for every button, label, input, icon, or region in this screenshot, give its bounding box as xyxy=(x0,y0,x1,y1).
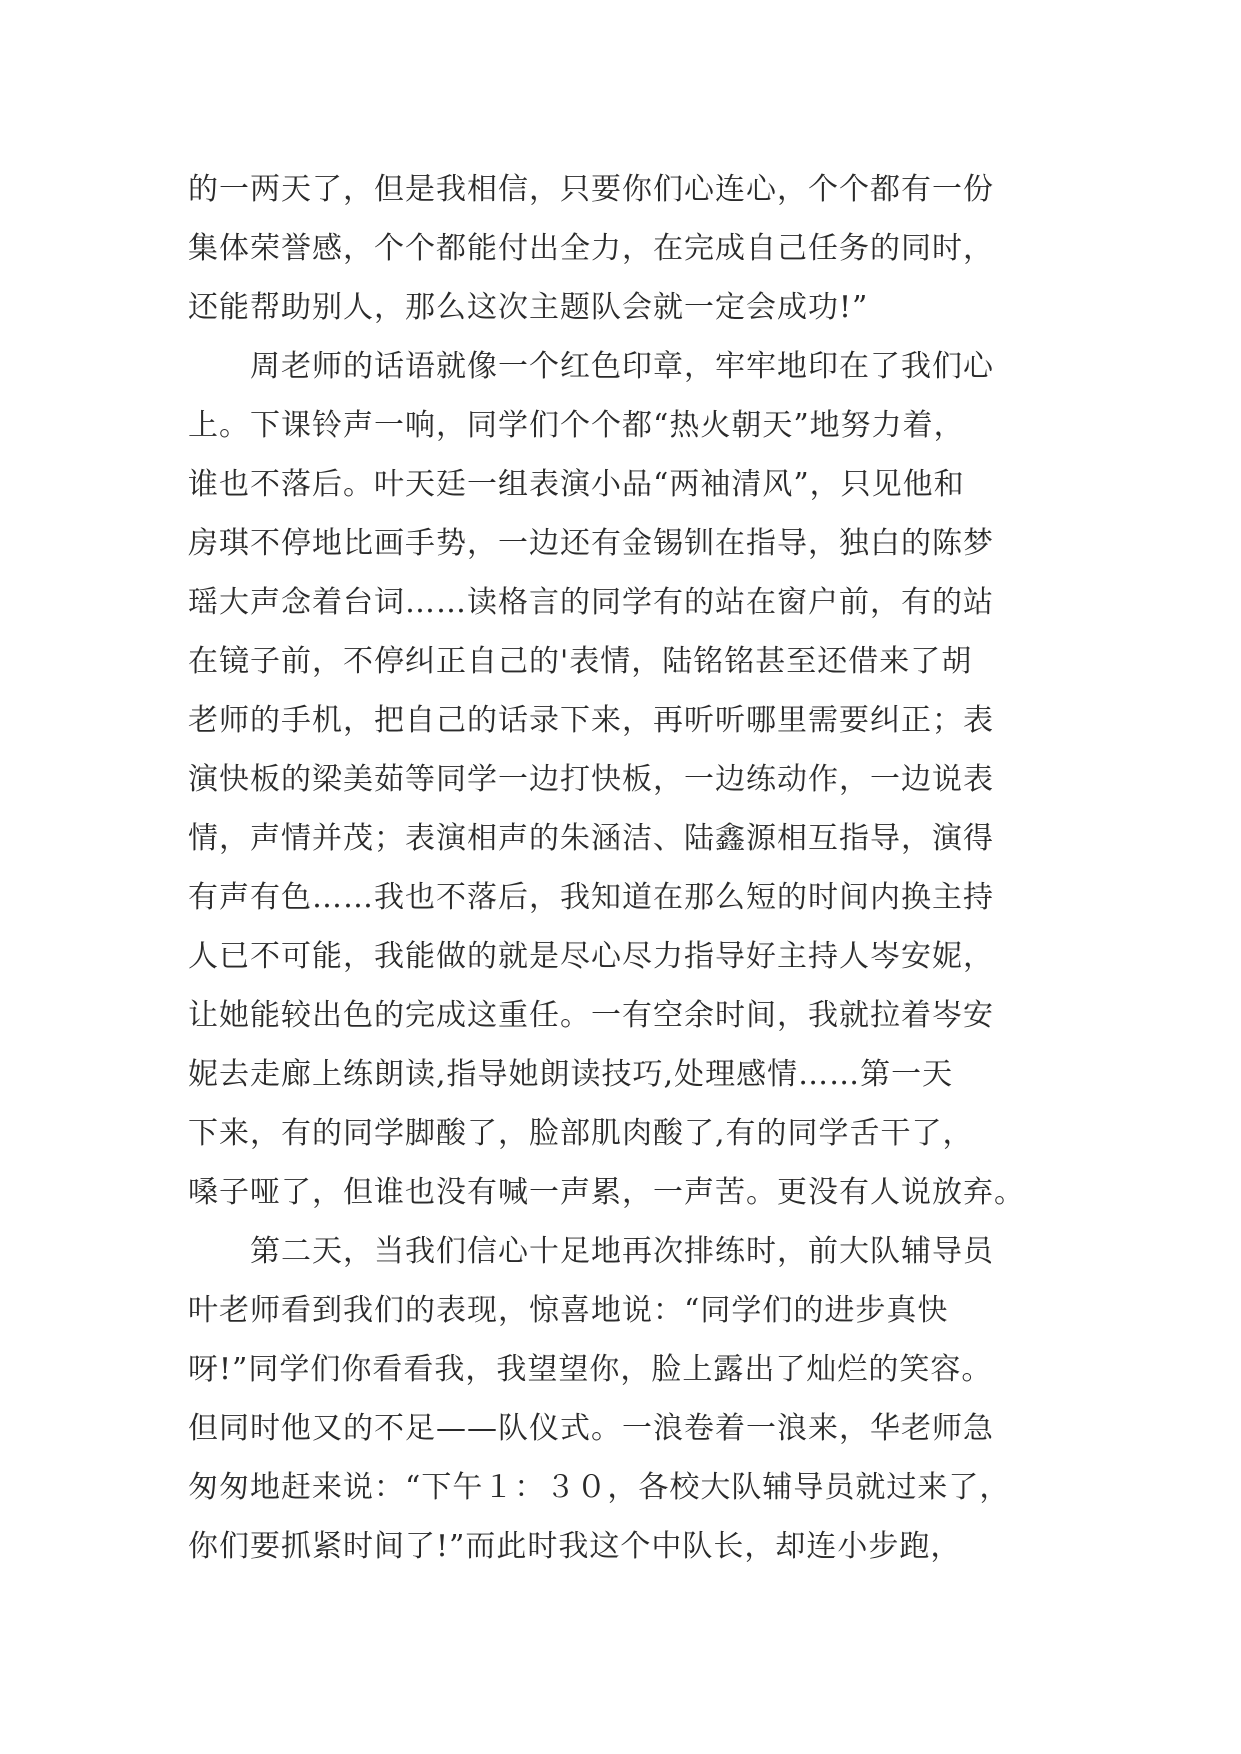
text-line: 瑶大声念着台词……读格言的同学有的站在窗户前，有的站 xyxy=(188,585,994,620)
text-line: 人已不可能，我能做的就是尽心尽力指导好主持人岑安妮， xyxy=(188,939,994,974)
text-line: 房琪不停地比画手势，一边还有金锡钏在指导，独白的陈梦 xyxy=(188,526,994,561)
text-line: 的一两天了，但是我相信，只要你们心连心，个个都有一份 xyxy=(188,172,994,207)
text-line: 第二天，当我们信心十足地再次排练时，前大队辅导员 xyxy=(188,1234,994,1269)
text-line: 让她能较出色的完成这重任。一有空余时间，我就拉着岑安 xyxy=(188,998,994,1033)
text-line: 呀!”同学们你看看我，我望望你，脸上露出了灿烂的笑容。 xyxy=(188,1352,993,1387)
text-line: 你们要抓紧时间了!”而此时我这个中队长，却连小步跑， xyxy=(188,1529,962,1564)
text-line: 演快板的梁美茹等同学一边打快板，一边练动作，一边说表 xyxy=(188,762,994,797)
text-line: 但同时他又的不足——队仪式。一浪卷着一浪来，华老师急 xyxy=(188,1411,994,1446)
text-line: 老师的手机，把自己的话录下来，再听听哪里需要纠正；表 xyxy=(188,703,994,738)
text-line: 匆匆地赶来说：“下午１：３０，各校大队辅导员就过来了， xyxy=(188,1470,1011,1505)
text-line: 在镜子前，不停纠正自己的'表情，陆铭铭甚至还借来了胡 xyxy=(188,644,973,679)
text-line: 上。下课铃声一响，同学们个个都“热火朝天”地努力着， xyxy=(188,408,965,443)
text-line: 情，声情并茂；表演相声的朱涵洁、陆鑫源相互指导，演得 xyxy=(188,821,994,856)
text-line: 下来，有的同学脚酸了，脸部肌肉酸了,有的同学舌干了， xyxy=(188,1116,974,1151)
text-line: 嗓子哑了，但谁也没有喊一声累，一声苦。更没有人说放弃。 xyxy=(188,1175,1025,1210)
text-line: 叶老师看到我们的表现，惊喜地说：“同学们的进步真快 xyxy=(188,1293,949,1328)
text-line: 还能帮助别人，那么这次主题队会就一定会成功!” xyxy=(188,290,869,325)
text-line: 谁也不落后。叶天廷一组表演小品“两袖清风”，只见他和 xyxy=(188,467,965,502)
text-line: 集体荣誉感，个个都能付出全力，在完成自己任务的同时， xyxy=(188,231,994,266)
text-line: 有声有色……我也不落后，我知道在那么短的时间内换主持 xyxy=(188,880,994,915)
document-body xyxy=(188,160,1068,1576)
text-line: 妮去走廊上练朗读,指导她朗读技巧,处理感情……第一天 xyxy=(188,1057,954,1092)
text-line: 周老师的话语就像一个红色印章，牢牢地印在了我们心 xyxy=(188,349,994,384)
